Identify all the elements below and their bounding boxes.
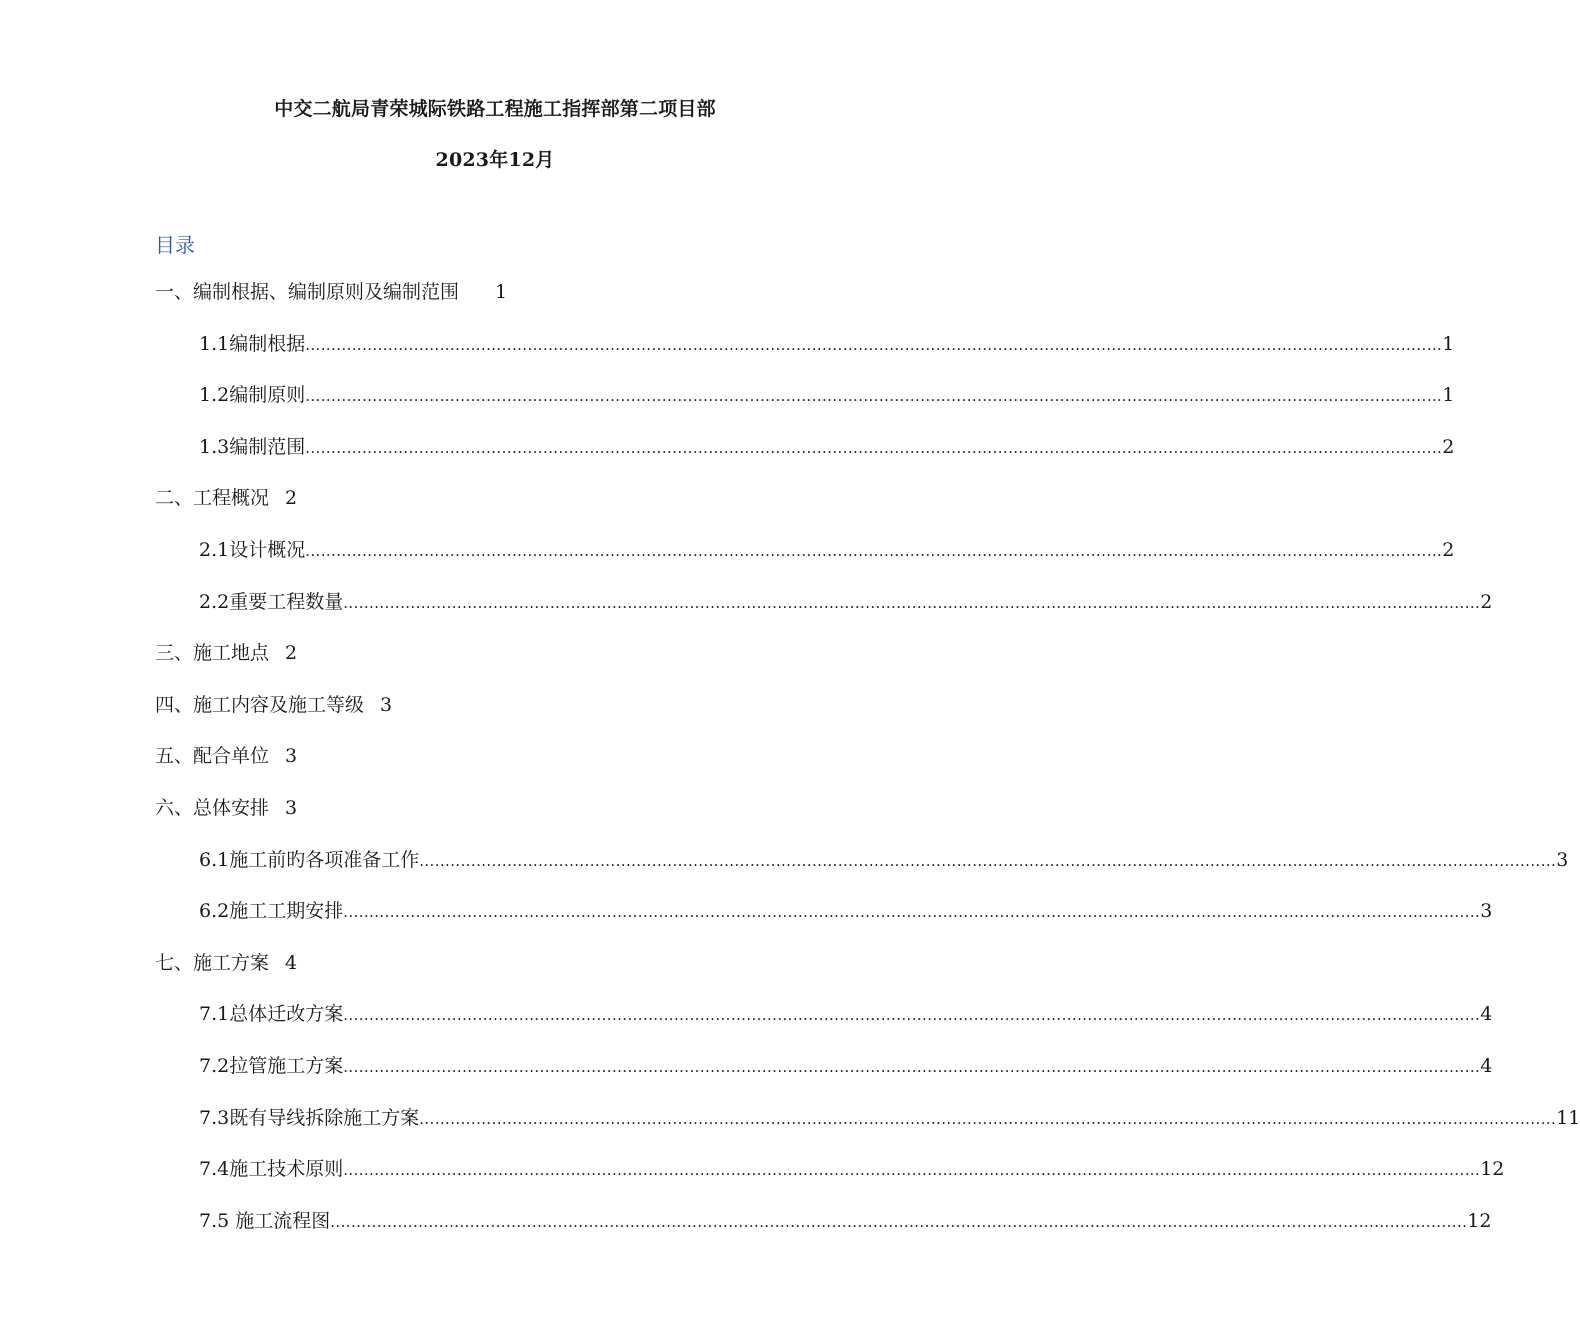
toc-entry-label: 一、编制根据、编制原则及编制范围 — [155, 281, 460, 303]
toc-dot-leader: ............................................................................................................................................................................................................................ — [305, 335, 1443, 354]
toc-page-number: 3 — [1480, 900, 1493, 923]
toc-page-number: 4 — [285, 951, 298, 974]
toc-subsection-entry[interactable] — [199, 1208, 1492, 1234]
toc-page-number: 2 — [285, 487, 298, 510]
toc-section-entry[interactable] — [155, 795, 867, 821]
toc-entry-label: 7.5 施工流程图 — [199, 1209, 331, 1232]
toc-page-number: 12 — [1480, 1158, 1505, 1181]
toc-entry-label: 6.2施工工期安排 — [199, 900, 344, 923]
document-date: 2023年12月 — [435, 149, 555, 171]
toc-dot-leader: ............................................................................................................................................................................................................................ — [419, 1109, 1557, 1128]
organization-title: 中交二航局青荣城际铁路工程施工指挥部第二项目部 — [274, 98, 716, 120]
toc-dot-leader: ............................................................................................................................................................................................................................ — [343, 903, 1481, 922]
toc-entry-label: 7.2拉管施工方案 — [199, 1055, 344, 1077]
toc-entry-label: 2.1设计概况 — [199, 539, 306, 561]
toc-entry-label: 二、工程概况 — [155, 487, 270, 510]
toc-entry-label: 7.3既有导线拆除施工方案 — [199, 1106, 420, 1129]
toc-page-number: 1 — [1442, 332, 1455, 355]
toc-subsection-entry[interactable] — [199, 898, 1493, 924]
toc-subsection-entry[interactable] — [199, 1105, 1580, 1131]
toc-dot-leader: ............................................................................................................................................................................................................................ — [305, 542, 1443, 560]
toc-page-number: 3 — [380, 693, 393, 716]
toc-subsection-entry[interactable] — [199, 434, 1455, 460]
toc-entry-label: 7.4施工技术原则 — [199, 1158, 344, 1181]
toc-page-number: 11 — [1556, 1106, 1580, 1129]
toc-dot-leader: ............................................................................................................................................................................................................................ — [305, 438, 1443, 457]
toc-page-number: 2 — [1442, 539, 1455, 561]
toc-entry-label: 1.2编制原则 — [199, 384, 306, 407]
toc-section-entry[interactable] — [155, 485, 867, 511]
toc-page-number: 12 — [1467, 1209, 1492, 1232]
toc-dot-leader: ............................................................................................................................................................................................................................ — [419, 851, 1557, 870]
toc-subsection-entry[interactable] — [199, 331, 1455, 357]
toc-dot-leader: ............................................................................................................................................................................................................................ — [305, 387, 1443, 406]
toc-subsection-entry[interactable] — [199, 1053, 1493, 1079]
toc-page-number: 3 — [285, 745, 298, 768]
toc-dot-leader: ............................................................................................................................................................................................................................ — [343, 1006, 1481, 1025]
toc-entry-label: 7.1总体迁改方案 — [199, 1003, 344, 1026]
toc-page-number: 2 — [285, 642, 298, 665]
toc-page-number: 3 — [285, 797, 298, 819]
toc-subsection-entry[interactable] — [199, 589, 1493, 615]
toc-page-number: 2 — [1480, 590, 1493, 613]
toc-entry-label: 七、施工方案 — [155, 951, 270, 974]
toc-dot-leader: ............................................................................................................................................................................................................................ — [343, 1161, 1481, 1180]
toc-entry-label: 2.2重要工程数量 — [199, 590, 344, 613]
toc-entry-label: 1.1编制根据 — [199, 332, 306, 355]
toc-subsection-entry[interactable] — [199, 1156, 1505, 1182]
toc-entry-label: 6.1施工前旳各项准备工作 — [199, 848, 420, 871]
toc-dot-leader: ............................................................................................................................................................................................................................ — [343, 593, 1481, 612]
toc-section-entry[interactable] — [155, 743, 867, 769]
toc-entry-label: 三、施工地点 — [155, 642, 270, 665]
toc-subsection-entry[interactable] — [199, 537, 1455, 563]
toc-page-number: 1 — [1442, 384, 1455, 407]
toc-subsection-entry[interactable] — [199, 1001, 1493, 1027]
toc-section-entry[interactable] — [155, 279, 867, 305]
toc-subsection-entry[interactable] — [199, 847, 1569, 873]
toc-subsection-entry[interactable] — [199, 382, 1455, 408]
toc-page-number: 3 — [1556, 848, 1569, 871]
toc-entry-label: 六、总体安排 — [155, 797, 270, 819]
toc-section-entry[interactable] — [155, 950, 867, 976]
toc-section-entry[interactable] — [155, 640, 867, 666]
toc-page-number: 2 — [1442, 435, 1455, 458]
toc-page-number: 4 — [1480, 1003, 1493, 1026]
toc-section-entry[interactable] — [155, 692, 867, 718]
toc-entry-label: 五、配合单位 — [155, 745, 270, 768]
toc-dot-leader: ............................................................................................................................................................................................................................ — [330, 1212, 1468, 1231]
toc-entry-label: 四、施工内容及施工等级 — [155, 693, 365, 716]
toc-page-number: 4 — [1480, 1055, 1493, 1077]
toc-page-number: 1 — [495, 281, 508, 303]
toc-title: 目录 — [155, 233, 195, 257]
toc-entry-label: 1.3编制范围 — [199, 435, 306, 458]
toc-dot-leader: ............................................................................................................................................................................................................................ — [343, 1058, 1481, 1076]
